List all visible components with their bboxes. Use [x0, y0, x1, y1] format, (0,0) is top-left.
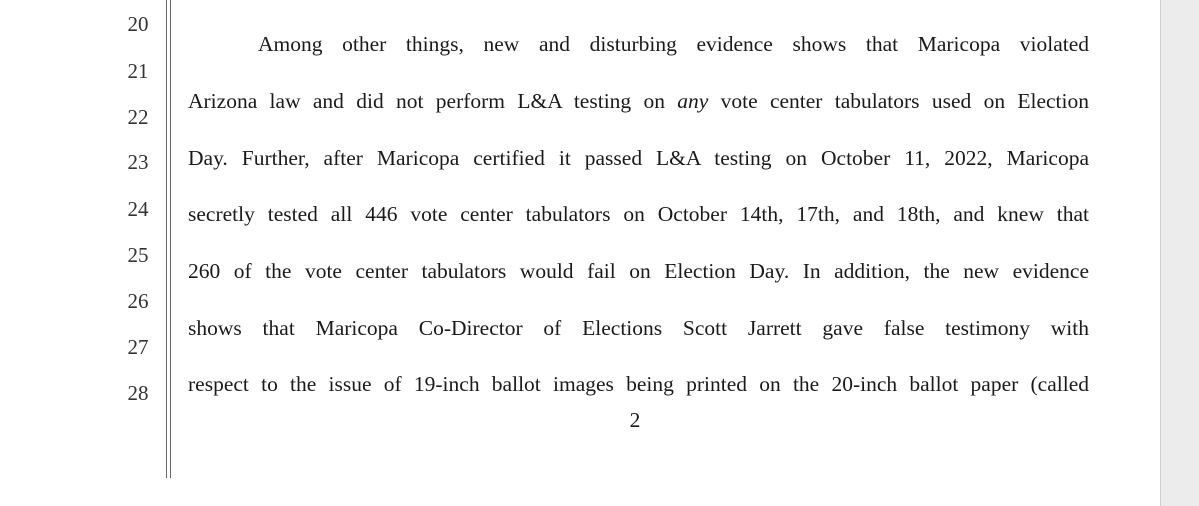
left-margin-rule-inner [170, 0, 171, 478]
text-line: Among other things, new and disturbing evidence shows that Maricopa violated [258, 32, 1089, 56]
line-number: 20 [127, 12, 149, 36]
text-line: Day. Further, after Maricopa certified it passed L&A testing on October 11, 2022, Maricopa [188, 146, 1089, 170]
line-number: 28 [127, 381, 149, 405]
emphasized-text: any [677, 89, 709, 113]
line-number: 26 [127, 289, 149, 313]
line-number: 25 [127, 243, 149, 267]
text-line: respect to the issue of 19-inch ballot images being printed on the 20-inch ballot paper (called [188, 372, 1089, 396]
line-number: 23 [127, 150, 149, 174]
text-line: 260 of the vote center tabulators would fail on Election Day. In addition, the new evidence [188, 259, 1089, 283]
line-number: 24 [127, 197, 149, 221]
text-run: vote center tabulators used on Election [720, 89, 1090, 113]
page-number: 2 [629, 408, 641, 432]
viewer-scroll-gutter[interactable] [1160, 0, 1199, 506]
left-margin-rule [166, 0, 167, 478]
line-number: 22 [127, 105, 149, 129]
text-run: Arizona law and did not perform L&A testing on [188, 89, 665, 113]
line-number: 27 [127, 335, 149, 359]
text-line: secretly tested all 446 vote center tabulators on October 14th, 17th, and 18th, and knew that [188, 202, 1089, 226]
text-line: shows that Maricopa Co-Director of Elections Scott Jarrett gave false testimony with [188, 316, 1089, 340]
line-number: 21 [127, 59, 149, 83]
text-line [188, 87, 1089, 115]
